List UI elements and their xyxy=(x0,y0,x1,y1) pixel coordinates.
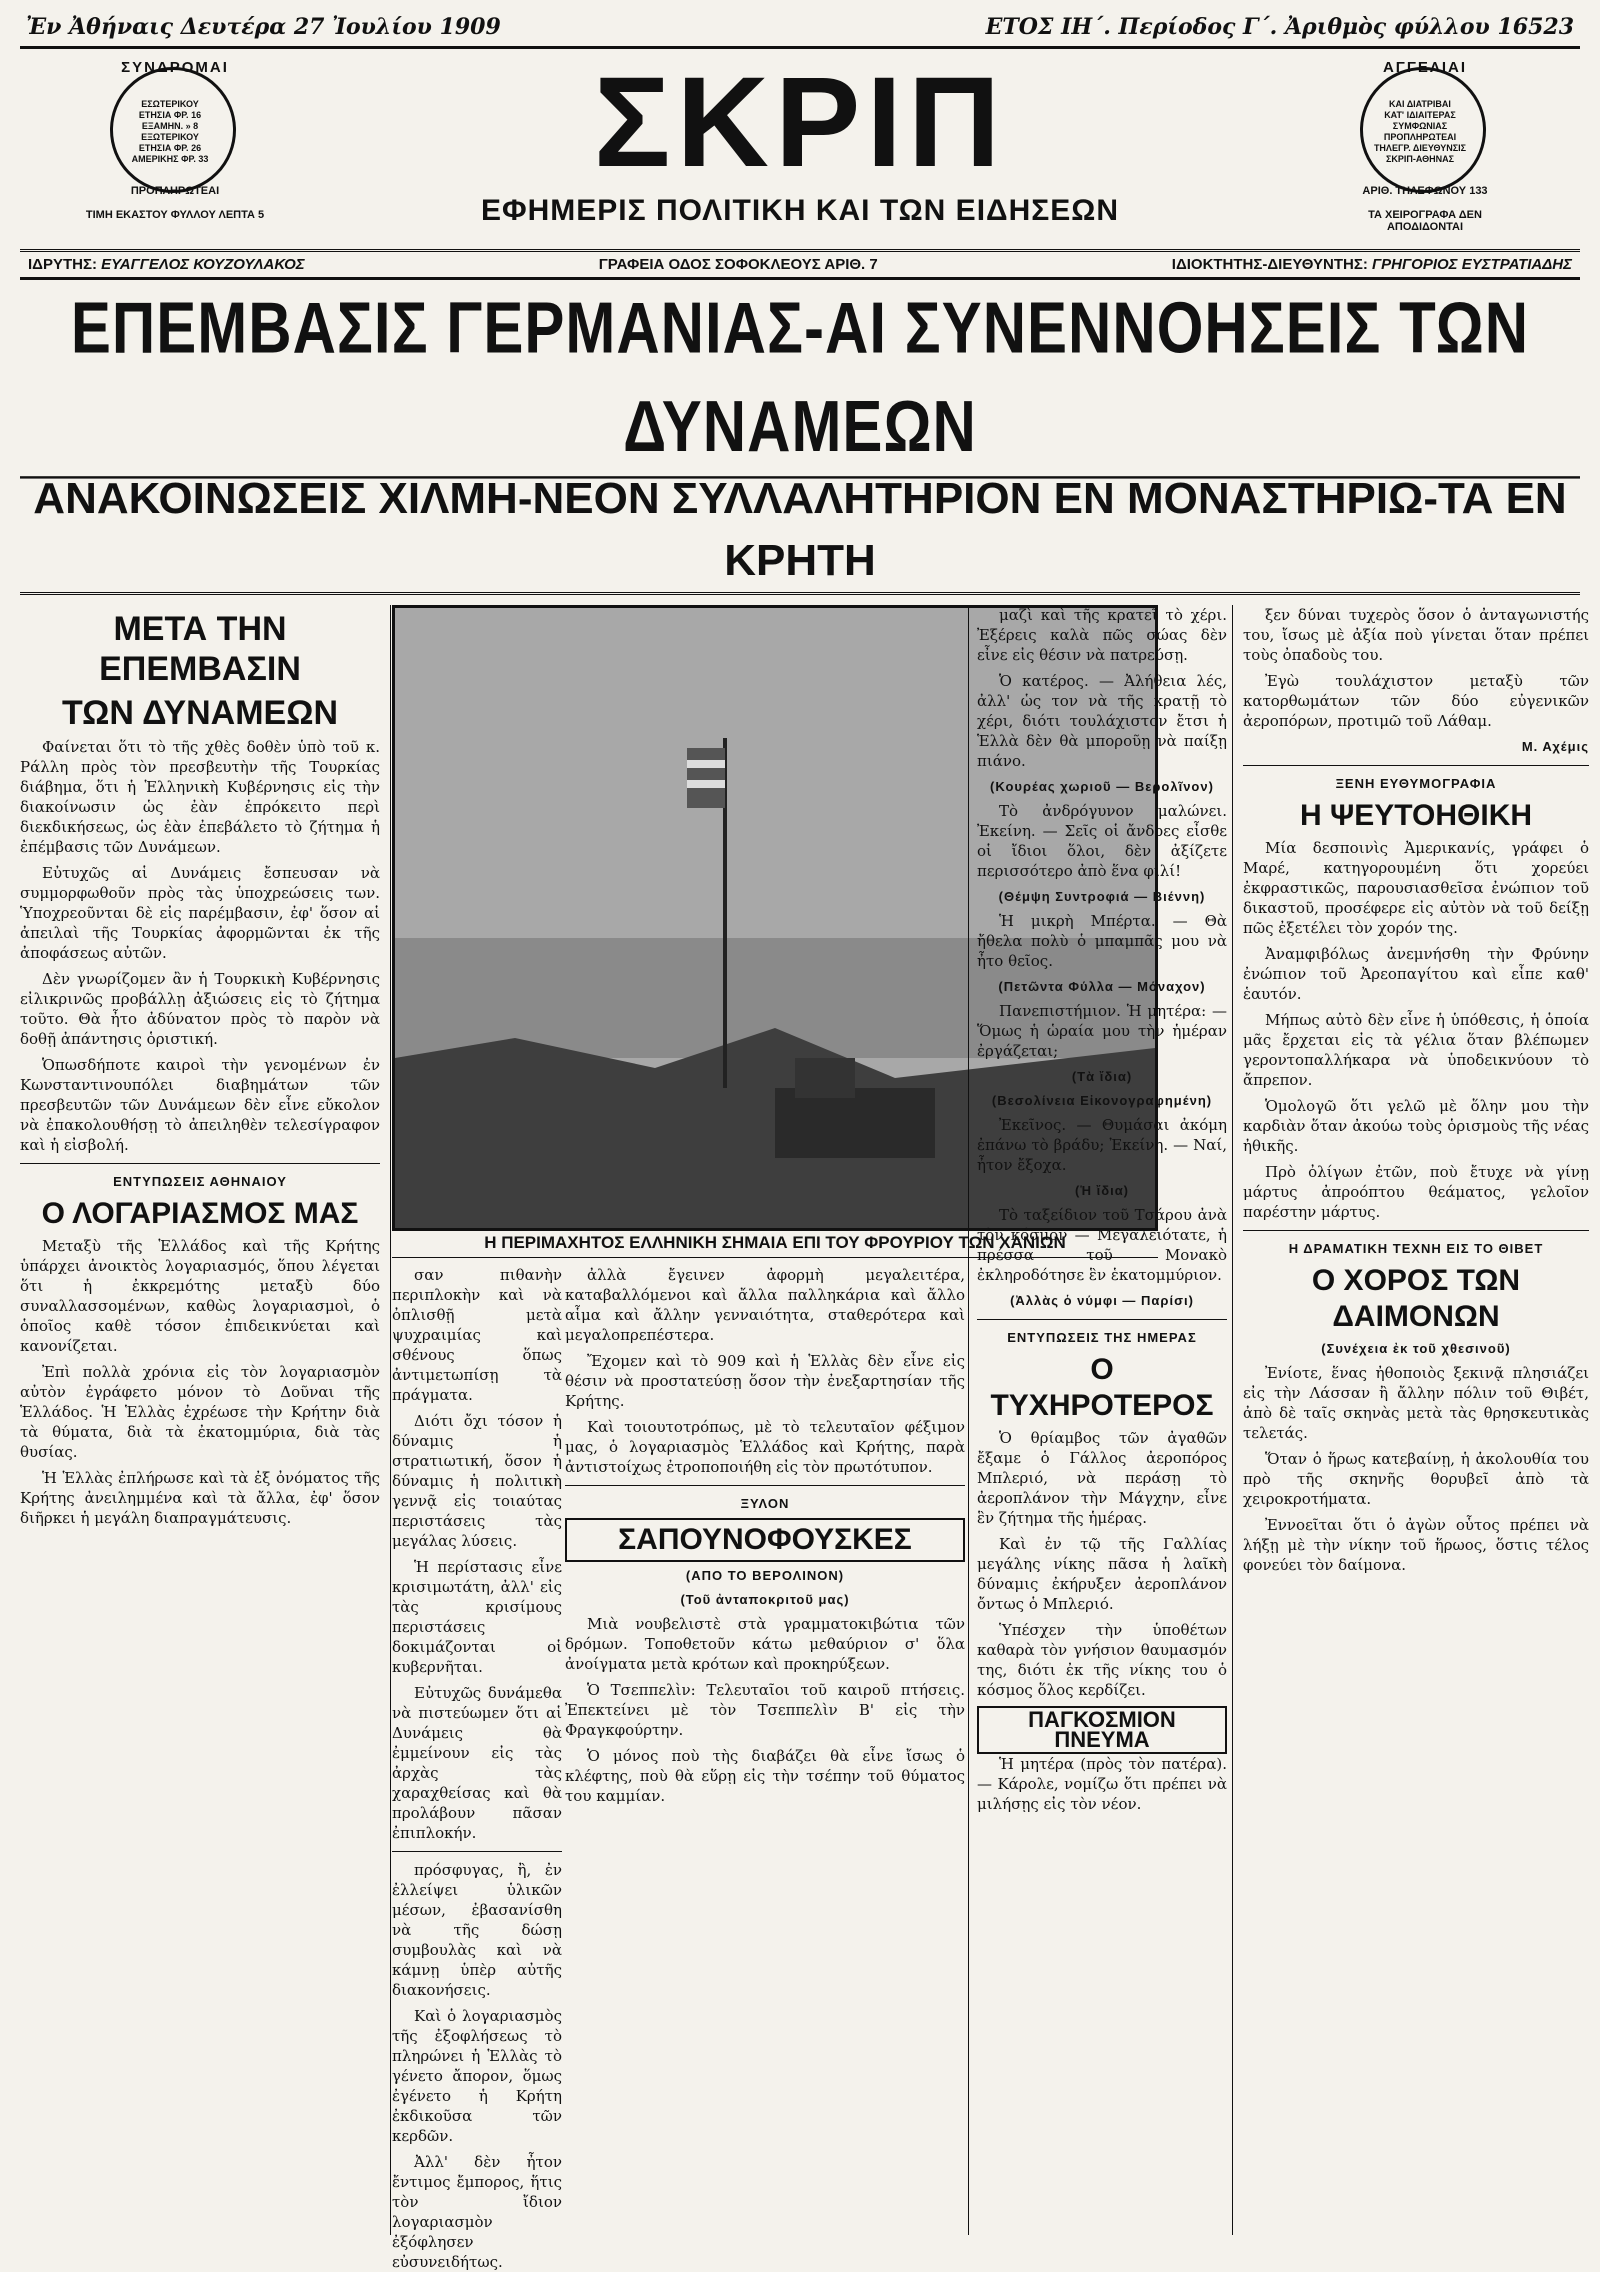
second-headline: ΑΝΑΚΟΙΝΩΣΕΙΣ ΧΙΛΜΗ-ΝΕΟΝ ΣΥΛΛΑΛΗΤΗΡΙΟΝ ΕΝ ΜΟΝΑΣΤΗΡΙΩ-ΤΑ ΕΝ ΚΡΗΤΗ xyxy=(20,468,1580,595)
paragraph: Ἐνίοτε, ἕνας ἠθοποιὸς ξεκινᾷ πλησιάζει εἰς τὴν Λάσσαν ἢ ἄλλην πόλιν τοῦ Θιβέτ, ἀπὸ δὲ ταῖς σκηνὰς μετὰ τὰς θρησκευτικὰς τελετάς. xyxy=(1243,1364,1589,1442)
paragraph: Μιὰ νουβελιστὲ στὰ γραμματοκιβώτια τῶν δρόμων. Τοποθετοῦν κάτω μεθαύριον σ' ὅλα ἀνοίγματα μετὰ κρότων καὶ προκηρύξεων. xyxy=(565,1615,965,1673)
paragraph: Τὸ ταξείδιον τοῦ Τσάρου ἀνὰ τὸν κόσμον — Μεγαλειότατε, ἡ πρέσσα τοῦ Μονακὸ ἐκληροδότησε ἓν ἑκατομμύριον. xyxy=(977,1206,1227,1284)
divider xyxy=(392,1851,562,1852)
advertising-terms: ΚΑΙ ΔΙΑΤΡΙΒΑΙ ΚΑΤ' ΙΔΙΑΙΤΕΡΑΣ ΣΥΜΦΩΝΙΑΣ ΠΡΟΠΛΗΡΩΤΕΑΙ ΤΗΛΕΓΡ. ΔΙΕΥΘΥΝΣΙΣ ΣΚΡΙΠ-ΑΘΗΝΑΣ xyxy=(1373,99,1467,164)
article-title: Ο ΤΥΧΗΡΟΤΕΡΟΣ xyxy=(990,1353,1214,1422)
paragraph: Ὑπέσχεν τὴν ὑποθέτων καθαρὰ τὸν γνήσιον θαυμασμόν της, διότι ἐκ τῆς νίκης του ὁ κόσμος ὅλος κερδίζει. xyxy=(977,1621,1227,1699)
paragraph: Ὅταν ὁ ἥρως κατεβαίνῃ, ἡ ἀκολουθία του πρὸ τῆς σκηνῆς θορυβεῖ ἀπὸ τὰ χειροκροτήματα. xyxy=(1243,1450,1589,1508)
masthead-info-bar xyxy=(20,252,1580,280)
article-title: Ο ΧΟΡΟΣ ΤΩΝ ΔΑΙΜΟΝΩΝ xyxy=(1311,1264,1521,1333)
column-5 xyxy=(1232,605,1589,2235)
source-note: (Πετῶντα Φύλλα — Μόναχον) xyxy=(998,979,1206,994)
column-4 xyxy=(968,605,1227,2235)
subscription-rates: ΕΣΩΤΕΡΙΚΟΥ ΕΤΗΣΙΑ ΦΡ. 16 ΕΞΑΜΗΝ. » 8 ΕΞΩΤΕΡΙΚΟΥ ΕΤΗΣΙΑ ΦΡ. 26 ΑΜΕΡΙΚΗΣ ΦΡ. 33 xyxy=(131,99,209,164)
paragraph: Ἔχομεν καὶ τὸ 909 καὶ ἡ Ἑλλὰς δὲν εἶνε εἰς θέσιν νὰ προστατεύσῃ ὅσον τὴν ἐνεξαρτησίαν τῆς Κρήτης. xyxy=(565,1352,965,1410)
paragraph: Ὁ μόνος ποὺ τὴς διαβάζει θὰ εἶνε ἴσως ὁ κλέφτης, ποὺ θὰ εὕρῃ εἰς τὴν τσέπην τοῦ θύματος του καμμίαν. xyxy=(565,1747,965,1805)
advertising-box xyxy=(1330,59,1520,233)
paragraph: Πανεπιστήμιον. Ἡ μητέρα: — Ὅμως ἡ ὡραία μου τὴν ἡμέραν ἐργάζεται; xyxy=(977,1002,1227,1060)
column-1 xyxy=(20,605,391,2235)
paragraph: Φαίνεται ὅτι τὸ τῆς χθὲς δοθὲν ὑπὸ τοῦ κ. Ράλλη πρὸς τὸν πρεσβευτὴν τῆς Τουρκίας διάβημα, ὅτι ἡ Ἑλληνικὴ Κυβέρνησις εἰς τὴν διακοίνωσιν ὡς ἐὰν ἐπρόκειτο περὶ διεκδικήσεως, ὡς ἐὰν ἐπεβάλετο τὸ ζήτημα ἡ ἐπέμβασις τῶν Δυνάμεων. xyxy=(20,738,380,856)
paragraph: Καὶ ὁ λογαριασμὸς τῆς ἐξοφλήσεως τὸ πληρώνει ἡ Ἑλλὰς τὸ γένετο ἄπορον, ὅμως ἐγένετο ἡ Κρήτη ἐκδικοῦσα τῶν κερδῶν. xyxy=(392,2007,562,2145)
section-label: ΞΥΛΟΝ xyxy=(740,1496,790,1511)
article-note: (Τοῦ ἀνταποκριτοῦ μας) xyxy=(680,1592,850,1607)
source-note: (Ἀλλὰς ὁ νύμφι — Παρίσι) xyxy=(1010,1293,1194,1308)
paragraph: Μήπως αὐτὸ δὲν εἶνε ἡ ὑπόθεσις, ἡ ὁποία μᾶς ἔρχεται εἰς τὰ γέλια ὅταν βλέπωμεν γεροντοπαλλήκαρα νὰ ὑποδεικνύουν τὸ ἄπρεπον. xyxy=(1243,1011,1589,1089)
paragraph: σαν πιθανὴν περιπλοκὴν καὶ νὰ ὀπλισθῇ μετὰ ψυχραιμίας καὶ σθένους ὅπως ἀντιμετωπίσῃ τὰ πράγματα. xyxy=(392,1266,562,1404)
article-title: ΠΑΓΚΟΣΜΙΟΝ ΠΝΕΥΜΑ xyxy=(977,1706,1227,1754)
newspaper-page xyxy=(20,12,1589,2271)
paragraph: Ἐγὼ τουλάχιστον μεταξὺ τῶν κατορθωμάτων τῶν δύο εὐγενικῶν ἀεροπόρων, προτιμῶ τοῦ Λάθαμ. xyxy=(1243,672,1589,730)
paragraph: Ἡ περίστασις εἶνε κρισιμωτάτη, ἀλλ' εἰς τὰς κρισίμους περιστάσεις δοκιμάζονται οἱ κυβερνῆται. xyxy=(392,1558,562,1676)
issue-price: ΤΙΜΗ ΕΚΑΣΤΟΥ ΦΥΛΛΟΥ ΛΕΠΤΑ 5 xyxy=(85,209,265,221)
article-title-b: ΤΩΝ ΔΥΝΑΜΕΩΝ xyxy=(61,694,339,732)
section-label: ΞΕΝΗ ΕΥΘΥΜΟΓΡΑΦΙΑ xyxy=(1335,776,1497,791)
paragraph: Ἡ μικρὴ Μπέρτα. — Θὰ ἤθελα πολὺ ὁ μπαμπᾶς μου νὰ ἦτο θεῖος. xyxy=(977,912,1227,970)
divider xyxy=(1243,1230,1589,1231)
source-note: (Κουρέας χωριοῦ — Βερολῖνον) xyxy=(990,779,1214,794)
paragraph: πρόσφυγας, ἢ, ἐν ἐλλείψει ὑλικῶν μέσων, ἐβασανίσθη νὰ τῆς δώσῃ συμβουλὰς καὶ νὰ κάμνῃ ὑπὲρ αὐτῆς διακονήσεις. xyxy=(392,1861,562,1999)
divider xyxy=(1243,765,1589,766)
paragraph: Ἀλλ' δὲν ἦτον ἔντιμος ἔμπορος, ἥτις τὸν ἴδιον λογαριασμὸν ἐξόφλησεν εὐσυνειδήτως. xyxy=(392,2153,562,2271)
issue-date: Ἐν Ἀθήναις Δευτέρα 27 Ἰουλίου 1909 xyxy=(26,14,501,40)
paragraph: Ὁ θρίαμβος τῶν ἀγαθῶν ἔξαμε ὁ Γάλλος ἀεροπόρος Μπλεριό, νὰ περάσῃ τὸ ἀεροπλάνον τὴν Μάγχην, εἶνε ἓν ζήτημα τῆς ἡμέρας. xyxy=(977,1429,1227,1527)
paragraph: Ἡ μητέρα (πρὸς τὸν πατέρα). — Κάρολε, νομίζω ὅτι πρέπει νὰ μιλήσῃς εἰς τὸν νέον. xyxy=(977,1755,1227,1813)
divider xyxy=(20,1163,380,1164)
paragraph: Εὐτυχῶς δυνάμεθα νὰ πιστεύωμεν ὅτι αἱ Δυνάμεις θὰ ἐμμείνουν εἰς τὰς ἀρχὰς τὰς χαραχθείσας καὶ θὰ προλάβουν πᾶσαν ἐπιπλοκήν. xyxy=(392,1684,562,1842)
paragraph: Ὁμολογῶ ὅτι γελῶ μὲ ὅλην μου τὴν καρδιὰν ὅταν ἀκούω τοὺς ὁρισμοὺς τῆς νέας ἠθικῆς. xyxy=(1243,1097,1589,1155)
paragraph: ἀλλὰ ἔγεινεν ἀφορμὴ μεγαλειτέρα, καταβαλλόμενοι καὶ ἄλλα παλληκάρια καὶ ἄλλο αἷμα καὶ ἄλλην γενναιότητα, σταθερότερα καὶ μεγαλοπρεπέστερα. xyxy=(565,1266,965,1344)
article-title-a: ΜΕΤΑ ΤΗΝ ΕΠΕΜΒΑΣΙΝ xyxy=(99,610,301,688)
article-title: Η ΨΕΥΤΟΗΘΙΚΗ xyxy=(1299,799,1533,832)
paragraph: Ἐννοεῖται ὅτι ὁ ἀγὼν οὗτος πρέπει νὰ λήξῃ μὲ τὴν νίκην τοῦ ἥρωος, ὅστις τέλος φονεύει τὸν δαίμονα. xyxy=(1243,1516,1589,1574)
paragraph: ξεν δύναι τυχερὸς ὅσον ὁ ἀνταγωνιστής του, ἴσως μὲ ἀξία ποὺ γίνεται ὅταν πρέπει τοὺς ὀπαδοὺς του. xyxy=(1243,606,1589,664)
masthead xyxy=(20,49,1580,252)
photo-caption: Η ΠΕΡΙΜΑΧΗΤΟΣ ΕΛΛΗΝΙΚΗ ΣΗΜΑΙΑ ΕΠΙ ΤΟΥ ΦΡΟΥΡΙΟΥ ΤΩΝ ΧΑΝΙΩΝ xyxy=(392,1233,1158,1258)
founder: ΙΔΡΥΤΗΣ: ΕΥΑΓΓΕΛΟΣ ΚΟΥΖΟΥΛΑΚΟΣ xyxy=(28,256,305,273)
article-columns xyxy=(20,605,1589,2271)
article-title: ΣΑΠΟΥΝΟΦΟΥΣΚΕΣ xyxy=(565,1518,965,1562)
section-label: ΕΝΤΥΠΩΣΕΙΣ ΤΗΣ ΗΜΕΡΑΣ xyxy=(1007,1330,1197,1345)
divider xyxy=(565,1485,965,1486)
newspaper-logo: ΣΚΡΙΠ xyxy=(593,51,1007,194)
divider xyxy=(977,1319,1227,1320)
paragraph: Εὐτυχῶς αἱ Δυνάμεις ἔσπευσαν νὰ συμμορφωθοῦν πρὸς τὰς ὑποχρεώσεις των. Ὑποχρεοῦνται δὲ εἰς παρέμβασιν, ἐφ' ὅσον αἱ ἀπειλαὶ τῆς Τουρκίας ἀφορμῶνται ἐκ τῆς ἀποφάσεως αὐτῶν. xyxy=(20,864,380,962)
paragraph: Ὁπωσδήποτε καιροὶ τὴν γενομένων ἐν Κωνσταντινουπόλει διαβημάτων τῶν πρεσβευτῶν τῶν Δυνάμεων δὲν εἶνε εὔκολον νὰ ἐπακολουθήσῃ τὸ ἀπειληθὲν τελεσίγραφον καὶ ἡ εἰσβολή. xyxy=(20,1056,380,1154)
newspaper-subtitle: ΕΦΗΜΕΡΙΣ ΠΟΛΙΤΙΚΗ ΚΑΙ ΤΩΝ ΕΙΔΗΣΕΩΝ xyxy=(481,194,1119,227)
masthead-top-bar xyxy=(20,12,1580,49)
owner: ΙΔΙΟΚΤΗΤΗΣ-ΔΙΕΥΘΥΝΤΗΣ: ΓΡΗΓΟΡΙΟΣ ΕΥΣΤΡΑΤΙΑΔΗΣ xyxy=(1171,256,1572,273)
paragraph: Ὁ κατέρος. — Ἀλήθεια λές, ἀλλ' ὡς τον νὰ τῆς κρατῇ τὸ χέρι, διότι τουλάχιστον ἔτσι ἡ Ἑλλὰ δὲν θὰ μποροῦῃ νὰ παίξῃ πιάνο. xyxy=(977,672,1227,770)
paragraph: Ὁ Τσεππελὶν: Τελευταῖοι τοῦ καιροῦ πτήσεις. Ἐπεκτείνει μὲ τὸν Τσεππελὶν Β' εἰς τὴν Φραγκφούρτην. xyxy=(565,1681,965,1739)
manuscripts-notice: ΤΑ ΧΕΙΡΟΓΡΑΦΑ ΔΕΝ ΑΠΟΔΙΔΟΝΤΑΙ xyxy=(1368,209,1482,233)
section-label: ΕΝΤΥΠΩΣΕΙΣ ΑΘΗΝΑΙΟΥ xyxy=(113,1174,287,1189)
source-note: (Τὰ ἴδια) xyxy=(1071,1069,1133,1084)
author: Μ. Αχέμις xyxy=(1521,739,1589,754)
paragraph: Ἐκεῖνος. — Θυμάσαι ἀκόμη ἐπάνω τὸ βράδυ; Ἐκείνη. — Ναί, ἦτον ἔξοχα. xyxy=(977,1116,1227,1174)
advertising-title: ΑΓΓΕΛΙΑΙ xyxy=(1382,59,1468,76)
paragraph: Ἀναμφιβόλως ἀνεμνήσθη τὴν Φρύνην ἐνώπιον τοῦ Ἀρεοπαγίτου καὶ εἶπε καθ' ἑαυτόν. xyxy=(1243,945,1589,1003)
source-note: (Θέμψη Συντροφιά — Βιέννη) xyxy=(998,889,1206,904)
issue-number: ΕΤΟΣ ΙΗ΄. Περίοδος Γ΄. Ἀριθμὸς φύλλου 16523 xyxy=(985,14,1574,40)
paragraph: Πρὸ ὀλίγων ἐτῶν, ποὺ ἔτυχε νὰ γίνῃ μάρτυς ἀπροόπτου θεάματος, γελοῖον παρέστην μάρτυς. xyxy=(1243,1163,1589,1221)
paragraph: Καὶ ἐν τῷ τῆς Γαλλίας μεγάλης νίκης πᾶσα ἡ λαῖκὴ δύναμις ἐκήρυξεν ἀεροπλάνον ὄντως ὁ Μπλεριό. xyxy=(977,1535,1227,1613)
article-subtitle: (ΑΠΟ ΤΟ ΒΕΡΟΛΙΝΟΝ) xyxy=(685,1568,845,1583)
paragraph: Δὲν γνωρίζομεν ἂν ἡ Τουρκικὴ Κυβέρνησις εἰλικρινῶς προβάλλῃ ἀξιώσεις εἰς τὸ ζήτημα τοῦτο. Θὰ ἦτο ἀδύνατον πρὸς τὸ παρὸν νὰ δοθῇ ἀπάντησις ὁριστική. xyxy=(20,970,380,1048)
advertising-phone: ΑΡΙΘ. ΤΗΛΕΦΩΝΟΥ 133 xyxy=(1362,185,1488,197)
subscription-title: ΣΥΝΔΡΟΜΑΙ xyxy=(121,59,229,76)
main-headline: ΕΠΕΜΒΑΣΙΣ ΓΕΡΜΑΝΙΑΣ-ΑΙ ΣΥΝΕΝΝΟΗΣΕΙΣ ΤΩΝ ΔΥΝΑΜΕΩΝ xyxy=(20,279,1580,478)
source-note: (Ἡ ἴδια) xyxy=(1074,1183,1130,1198)
paragraph: Τὸ ἀνδρόγυνον μαλώνει. Ἐκείνη. — Σεῖς οἱ ἄνδρες εἶσθε οἱ ἴδιοι ὅλοι, δὲν ἀξίζετε περισσότερο ἀπὸ ἕνα φιλί! xyxy=(977,802,1227,880)
paragraph: Μία δεσποινὶς Ἀμερικανίς, γράφει ὁ Μαρέ, κατηγορουμένη ὅτι χορεύει ἐκφραστικῶς, παρουσιασθεῖσα ἐνώπιον τοῦ δικαστοῦ, προσέφερε εἰς αὐτὸν νὰ τοῦ δείξῃ πῶς ἐξετέλει τὸν χορόν της. xyxy=(1243,839,1589,937)
offices-address: ΓΡΑΦΕΙΑ ΟΔΟΣ ΣΟΦΟΚΛΕΟΥΣ ΑΡΙΘ. 7 xyxy=(598,256,878,273)
paragraph: Διότι ὄχι τόσον ἡ δύναμις ἡ στρατιωτική, ὅσον ἡ δύναμις ἡ πολιτικὴ γεννᾷ εἰς τοιαύτας περιστάσεις τὰς μεγάλας λύσεις. xyxy=(392,1412,562,1550)
column-2 xyxy=(392,605,562,2271)
paragraph: Μεταξὺ τῆς Ἑλλάδος καὶ τῆς Κρήτης ὑπάρχει ἀνοικτὸς λογαριασμός, ὅπου λέγεται ὅτι ἡ ἐκκρεμότης μεταξὺ δύο συναλλασσομένων, καθὼς λογαριασμοὶ, ὁ ὁποῖος καθὲ τόσον ἐπιδεικνύεται καὶ κανονίζεται. xyxy=(20,1237,380,1355)
subscription-prepaid: ΠΡΟΠΛΗΡΩΤΕΑΙ xyxy=(130,185,220,197)
source-note: (Βεσολίνεια Εἰκονογραφημένη) xyxy=(991,1093,1213,1108)
column-3 xyxy=(565,605,965,2235)
paragraph: Ἡ Ἑλλὰς ἐπλήρωσε καὶ τὰ ἐξ ὀνόματος τῆς Κρήτης ἀνειλημμένα καὶ τὰ ἄλλα, ἐφ' ὅσον διῆρκει ἡ μεγάλη διαπραγμάτευσις. xyxy=(20,1469,380,1527)
article-title: Ο ΛΟΓΑΡΙΑΣΜΟΣ ΜΑΣ xyxy=(41,1197,359,1230)
paragraph: Ἐπὶ πολλὰ χρόνια εἰς τὸν λογαριασμὸν αὐτὸν ἐγράφετο μόνον τὸ Δοῦναι τῆς Ἑλλάδος. Ἡ Ἑλλὰς ἐχρέωσε τὴν Κρήτην διὰ τὰ θύματα, διὰ τὰ ἐκατομμύρια, διὰ τὰς θυσίας. xyxy=(20,1363,380,1461)
paragraph: Καὶ τοιουτοτρόπως, μὲ τὸ τελευταῖον φέξιμον μας, ὁ λογαριασμὸς Ἑλλάδος καὶ Κρήτης, παρὰ ἀντιστοίχως ἐτροποποιήθη εἰς τὸν πρωτότυπον. xyxy=(565,1418,965,1476)
paragraph: μαζὶ καὶ τῆς κρατεῖ τὸ χέρι. Ἐξέρεις καλὰ πῶς σώας δὲν εἶνε εἰς θέσιν νὰ πατρεύσῃ. xyxy=(977,606,1227,664)
article-note: (Συνέχεια ἐκ τοῦ χθεσινοῦ) xyxy=(1321,1341,1511,1356)
section-label: Η ΔΡΑΜΑΤΙΚΗ ΤΕΧΝΗ ΕΙΣ ΤΟ ΘΙΒΕΤ xyxy=(1288,1241,1544,1256)
